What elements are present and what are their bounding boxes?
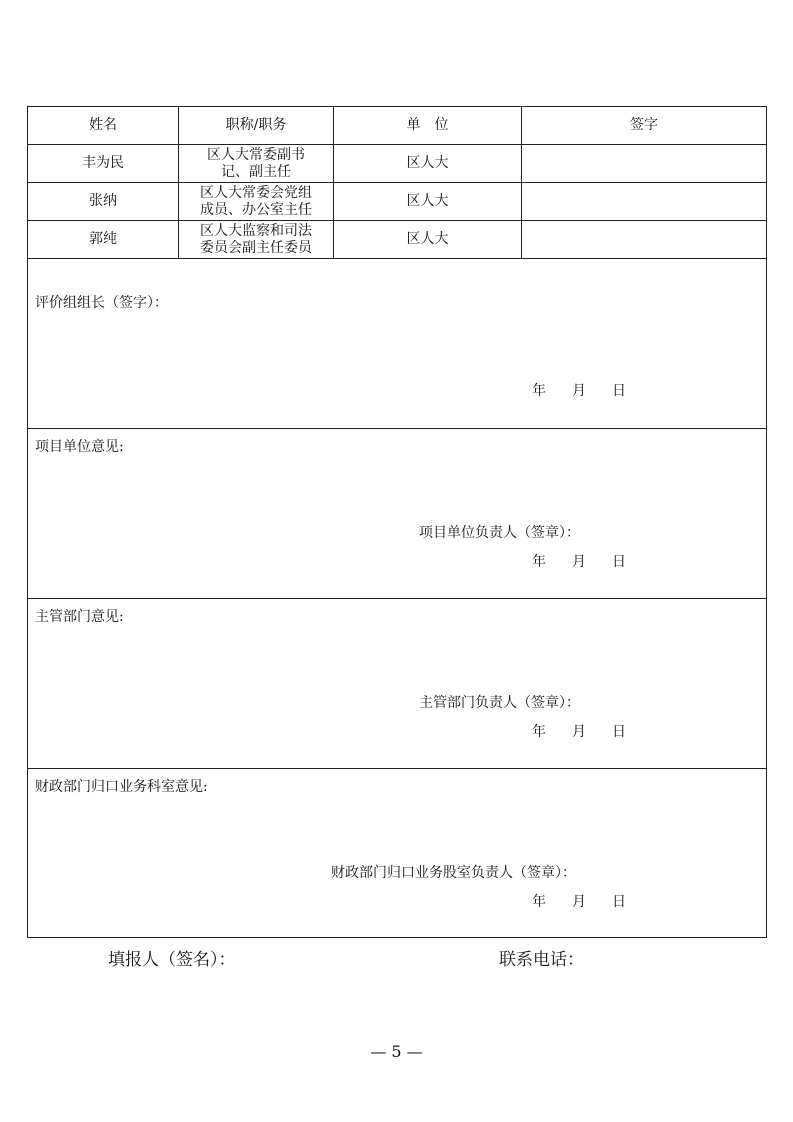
date-month: 月 xyxy=(572,383,586,399)
date-year: 年 xyxy=(532,724,546,740)
date-month: 月 xyxy=(572,554,586,570)
leader-date xyxy=(532,382,626,400)
member-unit: 区人大 xyxy=(334,145,522,182)
header-unit: 单 位 xyxy=(334,107,522,144)
member-title: 区人大常委会党组成员、办公室主任 xyxy=(200,184,312,218)
table-header-row xyxy=(28,107,766,145)
date-year: 年 xyxy=(532,894,546,910)
project-unit-date xyxy=(532,553,626,571)
department-signature: 主管部门负责人（签章）： xyxy=(419,695,580,711)
table-row xyxy=(28,183,766,221)
finance-section xyxy=(28,769,766,937)
finance-signature: 财政部门归口业务股室负责人（签章）： xyxy=(331,865,576,881)
member-unit: 区人大 xyxy=(334,221,522,258)
evaluation-form xyxy=(27,106,767,938)
member-name: 郭纯 xyxy=(28,221,179,258)
member-signature-field[interactable] xyxy=(522,145,766,182)
date-day: 日 xyxy=(612,554,626,570)
leader-label: 评价组组长（签字）： xyxy=(35,295,168,311)
member-title-cell xyxy=(179,145,334,182)
department-date xyxy=(532,723,626,741)
filler-signature: 填报人（签名）： xyxy=(108,950,236,970)
date-year: 年 xyxy=(532,554,546,570)
department-label: 主管部门意见: xyxy=(35,609,124,625)
header-name: 姓名 xyxy=(28,107,179,144)
table-row xyxy=(28,145,766,183)
member-name: 丰为民 xyxy=(28,145,179,182)
contact-phone: 联系电话： xyxy=(499,950,584,970)
member-name: 张纳 xyxy=(28,183,179,220)
project-unit-label: 项目单位意见: xyxy=(35,439,124,455)
member-unit: 区人大 xyxy=(334,183,522,220)
finance-label: 财政部门归口业务科室意见: xyxy=(35,779,208,795)
project-unit-section xyxy=(28,429,766,599)
leader-section xyxy=(28,259,766,429)
page-number: — 5 — xyxy=(370,1042,423,1061)
date-month: 月 xyxy=(572,724,586,740)
table-row xyxy=(28,221,766,259)
finance-date xyxy=(532,893,626,911)
header-title: 职称/职务 xyxy=(179,107,334,144)
date-year: 年 xyxy=(532,383,546,399)
member-signature-field[interactable] xyxy=(522,183,766,220)
header-signature: 签字 xyxy=(630,117,658,133)
member-signature-field[interactable] xyxy=(522,221,766,258)
project-unit-signature: 项目单位负责人（签章）： xyxy=(419,525,580,541)
date-day: 日 xyxy=(612,724,626,740)
member-title-cell xyxy=(179,221,334,258)
member-title: 区人大常委副书记、副主任 xyxy=(207,146,305,180)
member-title: 区人大监察和司法委员会副主任委员 xyxy=(200,222,312,256)
member-title-cell xyxy=(179,183,334,220)
date-day: 日 xyxy=(612,383,626,399)
department-section xyxy=(28,599,766,769)
date-day: 日 xyxy=(612,894,626,910)
date-month: 月 xyxy=(572,894,586,910)
